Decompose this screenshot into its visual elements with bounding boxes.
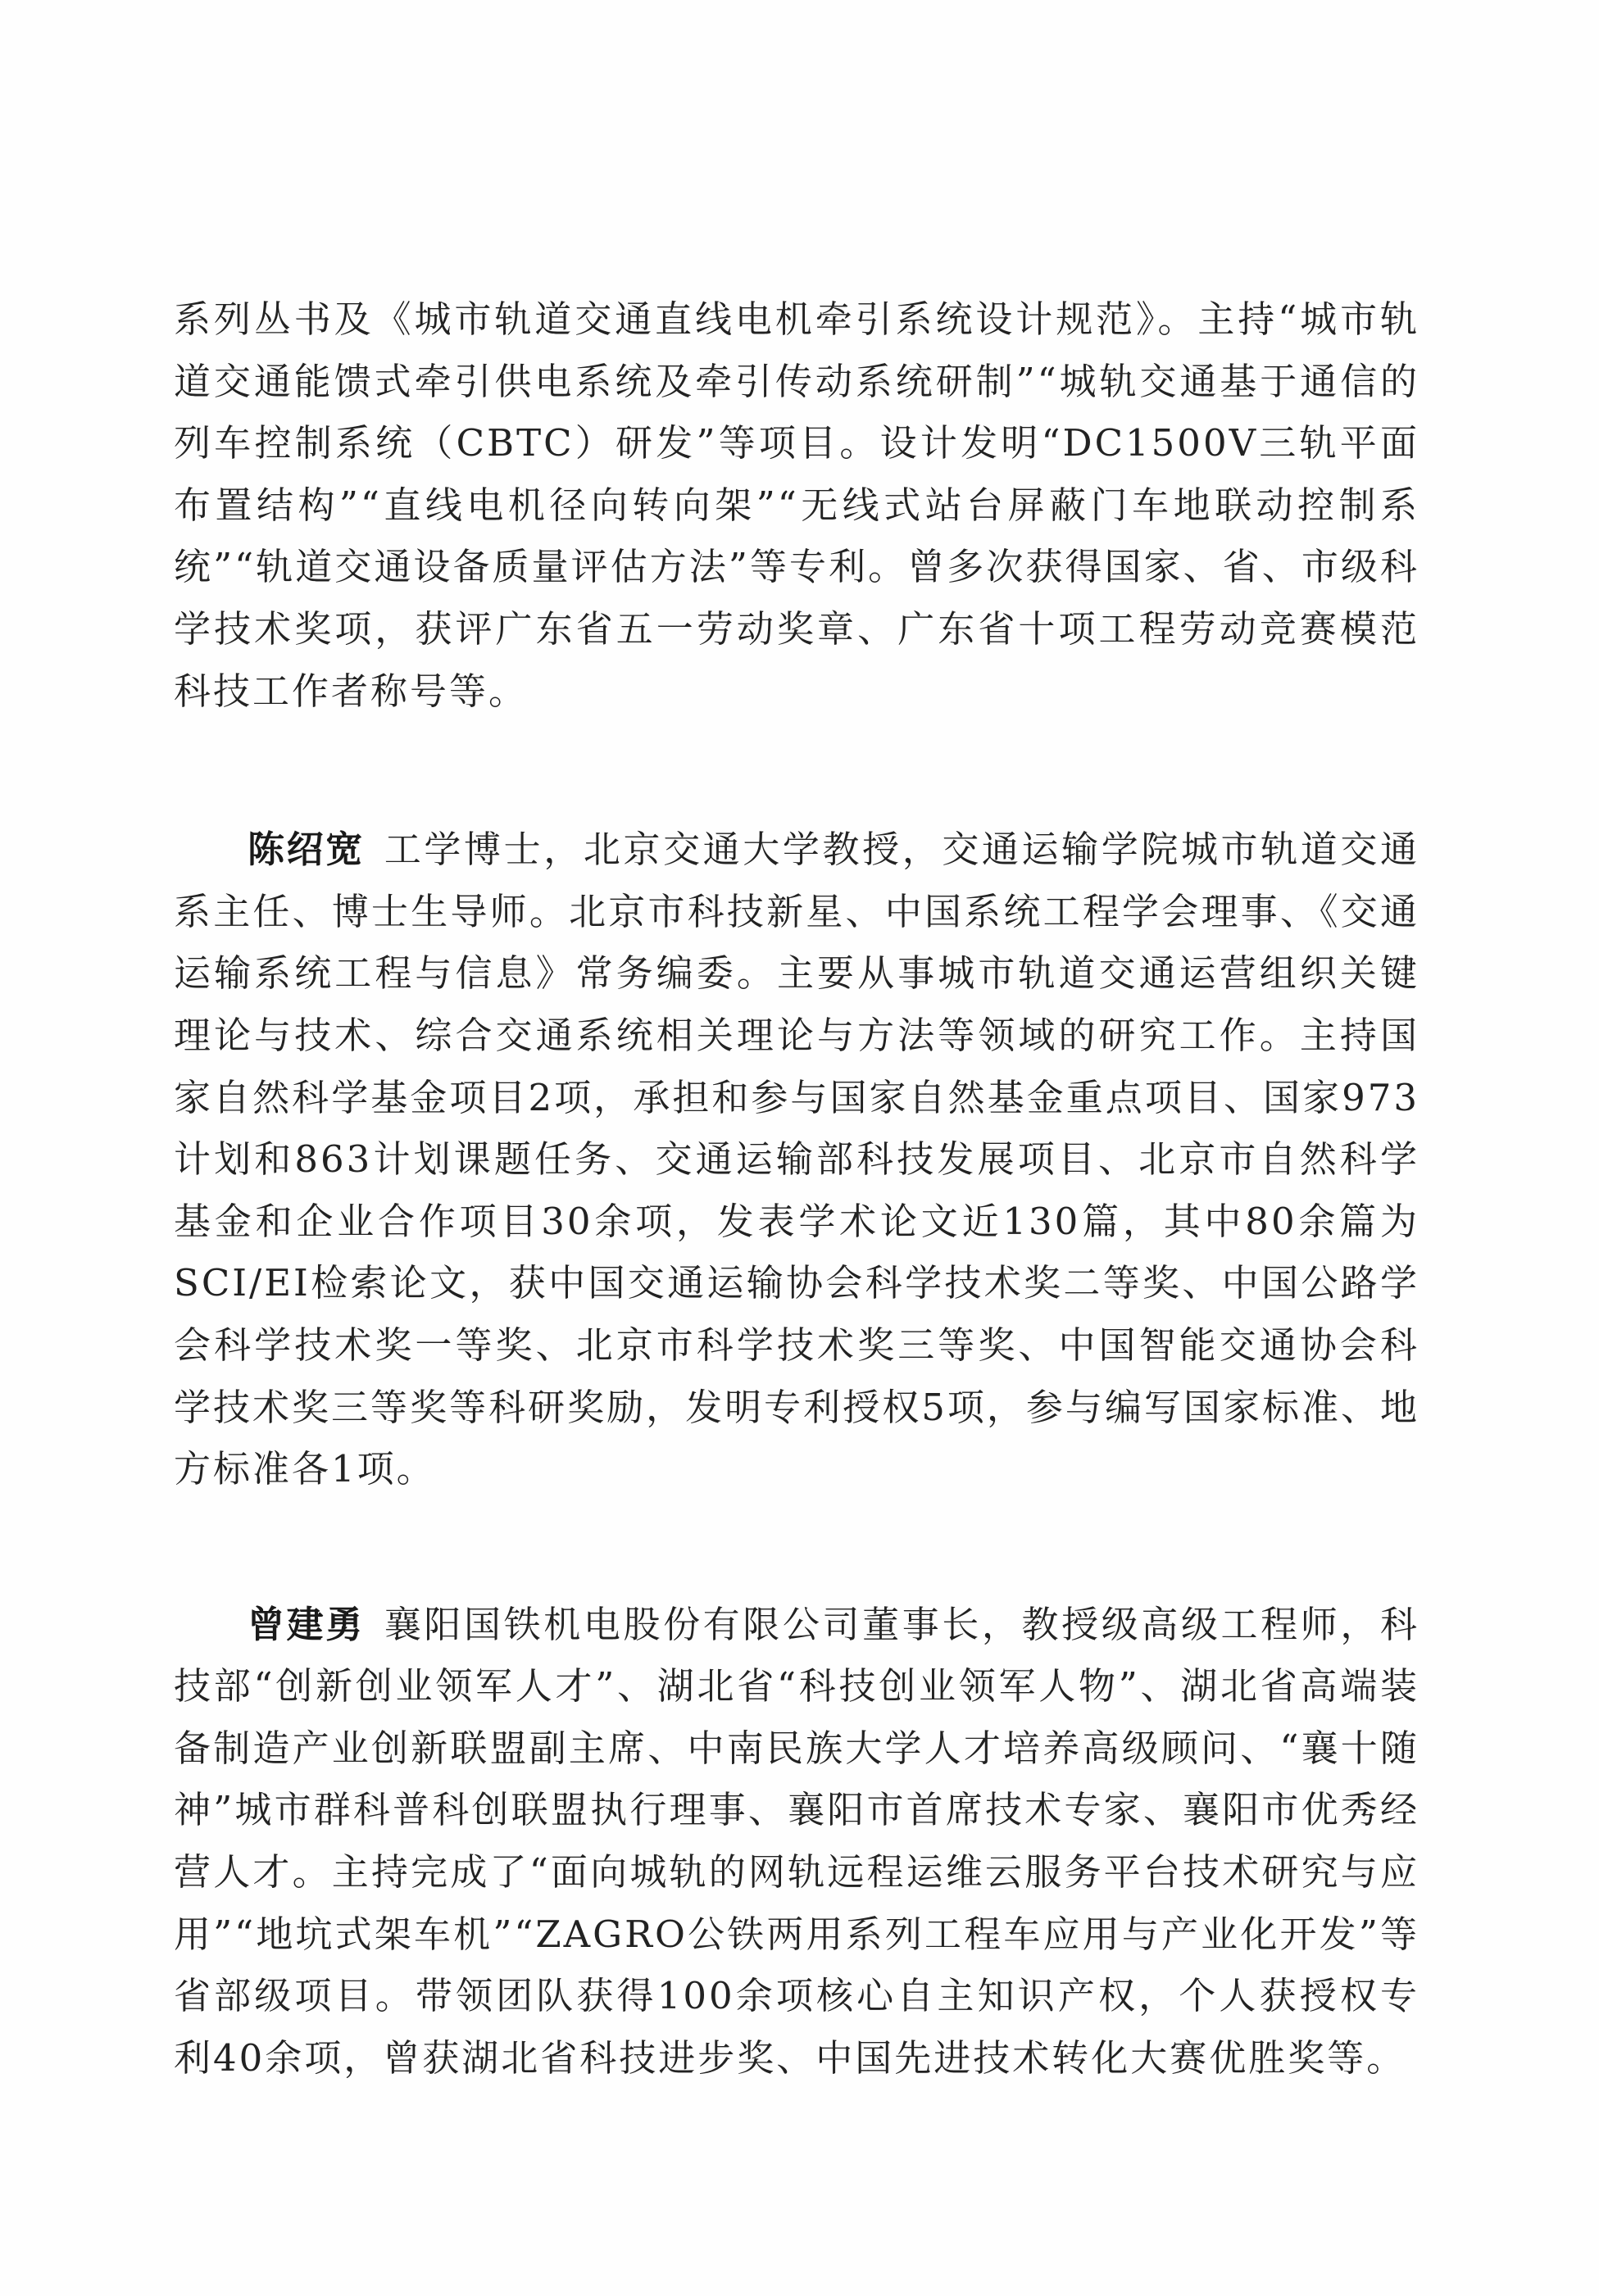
- bio-text: 襄阳国铁机电股份有限公司董事长，教授级高级工程师，科技部“创新创业领军人才”、湖北省“科技创业领军人物”、湖北省高端装备制造产业创新联盟副主席、中南民族大学人才培养高级顾问、“襄十随神”城市群科普科创联盟执行理事、襄阳市首席技术专家、襄阳市优秀经营人才。主持完成了“面向城轨的网轨远程运维云服务平台技术研究与应用”“地坑式架车机”“ZAGRO公铁两用系列工程车应用与产业化开发”等省部级项目。带领团队获得100余项核心自主知识产权，个人获授权专利40余项，曾获湖北省科技进步奖、中国先进技术转化大赛优胜奖等。: [174, 1602, 1420, 2080]
- continuation-paragraph: [174, 288, 1420, 722]
- bio-paragraph-zeng-jianyong: [174, 1594, 1420, 2090]
- bio-paragraph-chen-shaokuan: [174, 819, 1420, 1500]
- continuation-text: 系列丛书及《城市轨道交通直线电机牵引系统设计规范》。主持“城市轨道交通能馈式牵引供电系统及牵引传动系统研制”“城轨交通基于通信的列车控制系统（CBTC）研发”等项目。设计发明“DC1500V三轨平面布置结构”“直线电机径向转向架”“无线式站台屏蔽门车地联动控制系统”“轨道交通设备质量评估方法”等专利。曾多次获得国家、省、市级科学技术奖项，获评广东省五一劳动奖章、广东省十项工程劳动竞赛模范科技工作者称号等。: [174, 297, 1420, 713]
- bio-text: 工学博士，北京交通大学教授，交通运输学院城市轨道交通系主任、博士生导师。北京市科技新星、中国系统工程学会理事、《交通运输系统工程与信息》常务编委。主要从事城市轨道交通运营组织关键理论与技术、综合交通系统相关理论与方法等领域的研究工作。主持国家自然科学基金项目2项，承担和参与国家自然基金重点项目、国家973计划和863计划课题任务、交通运输部科技发展项目、北京市自然科学基金和企业合作项目30余项，发表学术论文近130篇，其中80余篇为SCI/EI检索论文，获中国交通运输协会科学技术奖二等奖、中国公路学会科学技术奖一等奖、北京市科学技术奖三等奖、中国智能交通协会科学技术奖三等奖等科研奖励，发明专利授权5项，参与编写国家标准、地方标准各1项。: [174, 828, 1420, 1491]
- bio-name: 陈绍宽: [248, 828, 365, 872]
- bio-name: 曾建勇: [248, 1602, 365, 1646]
- page-content: [174, 288, 1420, 2089]
